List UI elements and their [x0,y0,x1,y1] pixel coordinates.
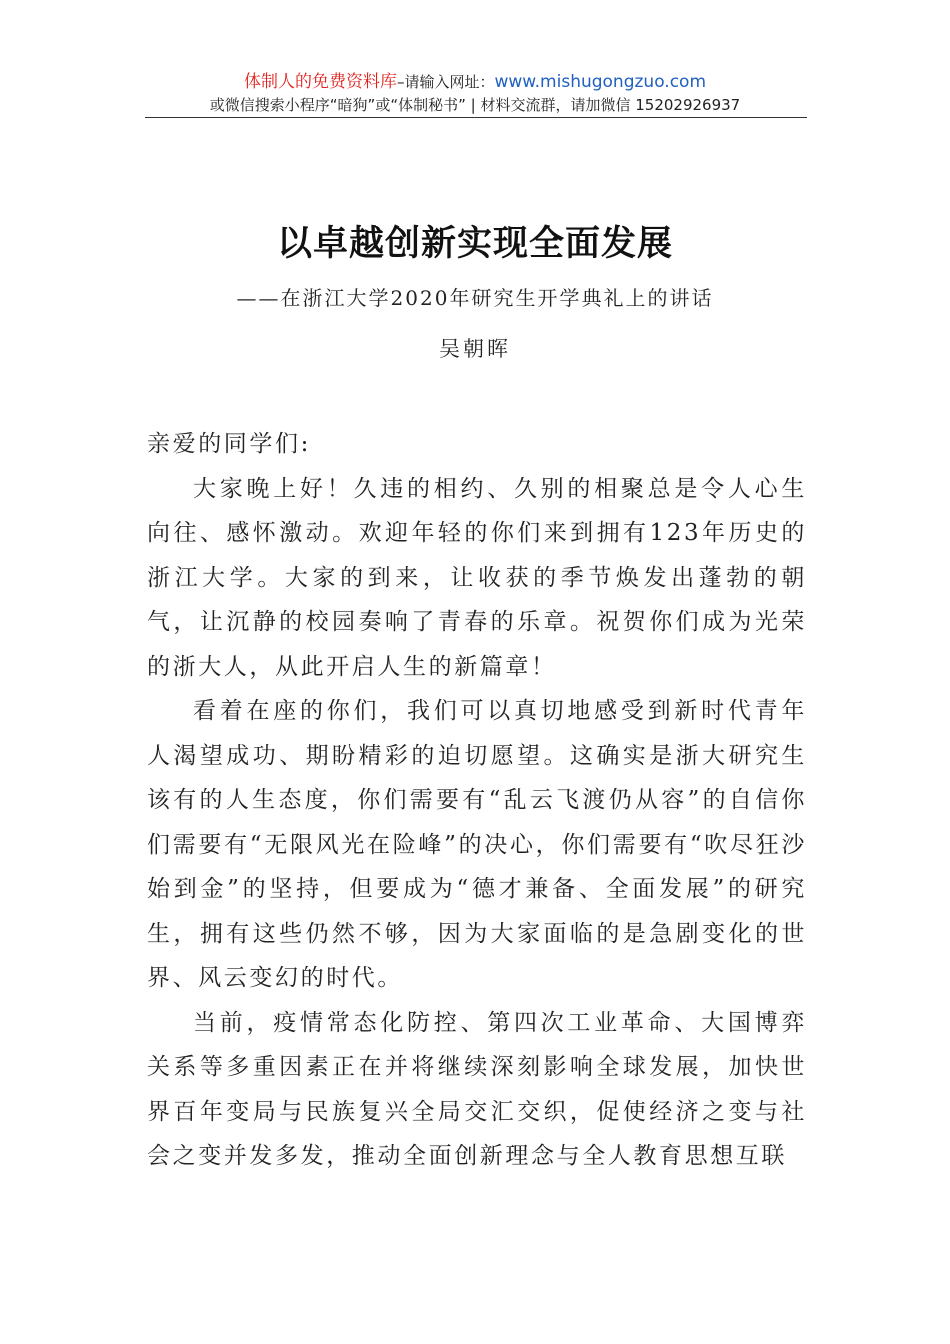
header-line-1 [145,70,805,94]
header-divider [145,117,807,118]
header-brand: 体制人的免费资料库 [243,72,397,92]
header-line-2: 或微信搜索小程序“暗狗”或“体制秘书” | 材料交流群，请加微信 15202926937 [209,96,741,114]
paragraph: 看着在座的你们，我们可以真切地感受到新时代青年人渴望成功、期盼精彩的迫切愿望。这确实是浙大研究生该有的人生态度，你们需要有“乱云飞渡仍从容”的自信你们需要有“无限风光在险峰”的决心，你们需要有“吹尽狂沙始到金”的坚持，但要成为“德才兼备、全面发展”的研究生，拥有这些仍然不够，因为大家面临的是急剧变化的世界、风云变幻的时代。 [147,698,807,991]
document-title: 以卓越创新实现全面发展 [276,223,673,264]
salutation: 亲爱的同学们: [147,431,311,457]
paragraph: 当前，疫情常态化防控、第四次工业革命、大国博弈关系等多重因素正在并将继续深刻影响全球发展，加快世界百年变局与民族复兴全局交汇交织，促使经济之变与社会之变并发多发，推动全面创新理念与全人教育思想互联 [147,1009,807,1169]
document-body [147,422,807,1179]
header-url-link[interactable]: www.mishugongzuo.com [494,72,707,92]
page-header [145,70,805,116]
paragraph: 大家晚上好！久违的相约、久别的相聚总是令人心生向往、感怀激动。欢迎年轻的你们来到拥有123年历史的浙江大学。大家的到来，让收获的季节焕发出蓬勃的朝气，让沉静的校园奏响了青春的乐章。祝贺你们成为光荣的浙大人，从此开启人生的新篇章！ [147,475,807,680]
document-subtitle: ——在浙江大学2020年研究生开学典礼上的讲话 [236,286,714,310]
header-prompt: –请输入网址： [396,73,495,91]
document-author: 吴朝晖 [439,337,511,361]
